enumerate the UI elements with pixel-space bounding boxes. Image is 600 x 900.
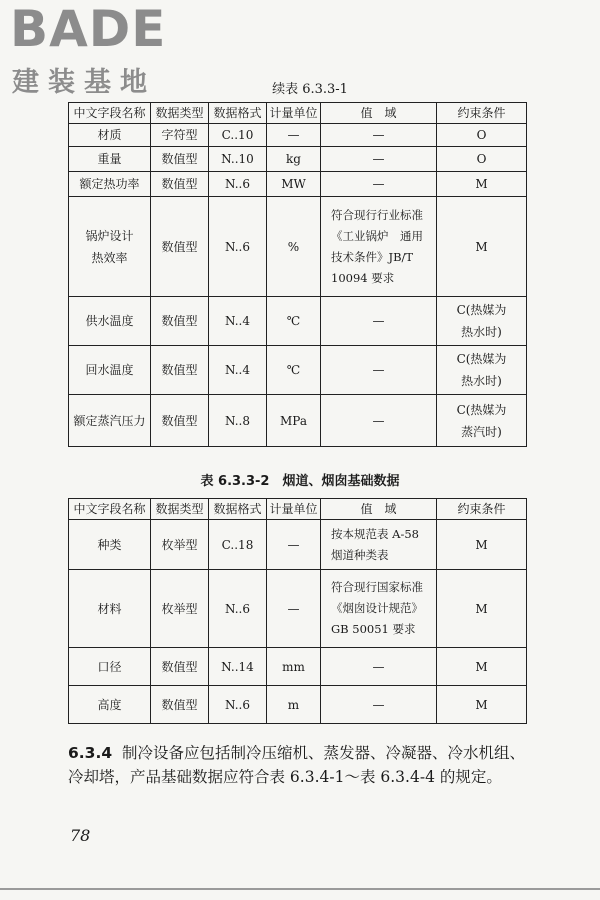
- table-cell: kg: [267, 147, 321, 172]
- table-row: [69, 686, 527, 724]
- table-cell: 符合现行国家标准《烟囱设计规范》GB 50051 要求: [321, 570, 437, 648]
- bottom-rule: [0, 888, 600, 890]
- table-row: [69, 197, 527, 297]
- table-cell: O: [437, 124, 527, 147]
- table-cell: 字符型: [151, 124, 209, 147]
- table-cell: M: [437, 197, 527, 297]
- header-cell: 数据类型: [151, 499, 209, 520]
- table-cell: 高度: [69, 686, 151, 724]
- table-cell: C(热媒为 热水时): [437, 346, 527, 395]
- table-cell: N..10: [209, 147, 267, 172]
- clause-text: 制冷设备应包括制冷压缩机、蒸发器、冷凝器、冷水机组、冷却塔，产品基础数据应符合表 6.3.4-1～表 6.3.4-4 的规定。: [68, 744, 526, 786]
- logo-brand: BADE: [10, 0, 167, 58]
- table-row: [69, 520, 527, 570]
- table-cell: —: [321, 297, 437, 346]
- table-cell: N..8: [209, 395, 267, 447]
- table-cell: N..14: [209, 648, 267, 686]
- table-cell: N..6: [209, 686, 267, 724]
- table-cell: 种类: [69, 520, 151, 570]
- table-cell: N..6: [209, 570, 267, 648]
- table-cell: 按本规范表 A-58 烟道种类表: [321, 520, 437, 570]
- table-cell: —: [321, 124, 437, 147]
- table-cell: 数值型: [151, 197, 209, 297]
- table-cell: C(热媒为 蒸汽时): [437, 395, 527, 447]
- table-cell: 枚举型: [151, 570, 209, 648]
- clause-6-3-4: [68, 741, 528, 789]
- table-cell: —: [321, 346, 437, 395]
- header-cell: 数据类型: [151, 103, 209, 124]
- table-cell: O: [437, 147, 527, 172]
- table-cell: C..18: [209, 520, 267, 570]
- table-cell: m: [267, 686, 321, 724]
- table-cell: ℃: [267, 297, 321, 346]
- table-cell: mm: [267, 648, 321, 686]
- table-cell: —: [321, 147, 437, 172]
- table2-caption: 表 6.3.3-2 烟道、烟囱基础数据: [200, 474, 400, 489]
- table-cell: 数值型: [151, 297, 209, 346]
- table-header-row: [69, 103, 527, 124]
- table-cell: 额定蒸汽压力: [69, 395, 151, 447]
- header-cell: 中文字段名称: [69, 103, 151, 124]
- table1-caption: 续表 6.3.3-1: [272, 82, 348, 97]
- table-cell: —: [267, 124, 321, 147]
- table-cell: 符合现行行业标准《工业锅炉 通用技术条件》JB/T 10094 要求: [321, 197, 437, 297]
- table-cell: 数值型: [151, 395, 209, 447]
- table-cell: —: [267, 570, 321, 648]
- header-cell: 值 域: [321, 499, 437, 520]
- header-cell: 约束条件: [437, 103, 527, 124]
- header-cell: 数据格式: [209, 103, 267, 124]
- table-cell: M: [437, 172, 527, 197]
- table-cell: M: [437, 570, 527, 648]
- header-cell: 中文字段名称: [69, 499, 151, 520]
- logo-subtitle: 建装基地: [12, 67, 156, 98]
- table-cell: 数值型: [151, 172, 209, 197]
- flue-chimney-table: [68, 498, 527, 724]
- table-cell: M: [437, 686, 527, 724]
- table-cell: 供水温度: [69, 297, 151, 346]
- table-cell: C..10: [209, 124, 267, 147]
- clause-number: 6.3.4: [68, 744, 113, 762]
- table-cell: 数值型: [151, 147, 209, 172]
- table-cell: —: [321, 686, 437, 724]
- table-cell: —: [321, 395, 437, 447]
- table-cell: 枚举型: [151, 520, 209, 570]
- header-cell: 计量单位: [267, 103, 321, 124]
- table-cell: 数值型: [151, 686, 209, 724]
- page-number: 78: [70, 826, 91, 845]
- table-row: [69, 648, 527, 686]
- table-header-row: [69, 499, 527, 520]
- table-cell: MPa: [267, 395, 321, 447]
- table-cell: N..4: [209, 346, 267, 395]
- table-cell: 额定热功率: [69, 172, 151, 197]
- table-cell: 数值型: [151, 648, 209, 686]
- table-row: [69, 124, 527, 147]
- table-cell: N..6: [209, 172, 267, 197]
- table-cell: 锅炉设计 热效率: [69, 197, 151, 297]
- table-cell: MW: [267, 172, 321, 197]
- table-cell: 口径: [69, 648, 151, 686]
- table-cell: —: [321, 172, 437, 197]
- table-row: [69, 395, 527, 447]
- table-cell: %: [267, 197, 321, 297]
- table-cell: N..4: [209, 297, 267, 346]
- header-cell: 值 域: [321, 103, 437, 124]
- table-cell: 重量: [69, 147, 151, 172]
- table-cell: 材料: [69, 570, 151, 648]
- table-cell: 回水温度: [69, 346, 151, 395]
- boiler-data-table: [68, 102, 527, 447]
- header-cell: 约束条件: [437, 499, 527, 520]
- table-cell: M: [437, 648, 527, 686]
- table-row: [69, 147, 527, 172]
- table-row: [69, 297, 527, 346]
- table-cell: N..6: [209, 197, 267, 297]
- table-cell: —: [321, 648, 437, 686]
- table-cell: 材质: [69, 124, 151, 147]
- table-cell: M: [437, 520, 527, 570]
- header-cell: 数据格式: [209, 499, 267, 520]
- table-cell: C(热媒为 热水时): [437, 297, 527, 346]
- table-cell: —: [267, 520, 321, 570]
- table-row: [69, 346, 527, 395]
- table-row: [69, 570, 527, 648]
- table-cell: ℃: [267, 346, 321, 395]
- table-cell: 数值型: [151, 346, 209, 395]
- table-row: [69, 172, 527, 197]
- header-cell: 计量单位: [267, 499, 321, 520]
